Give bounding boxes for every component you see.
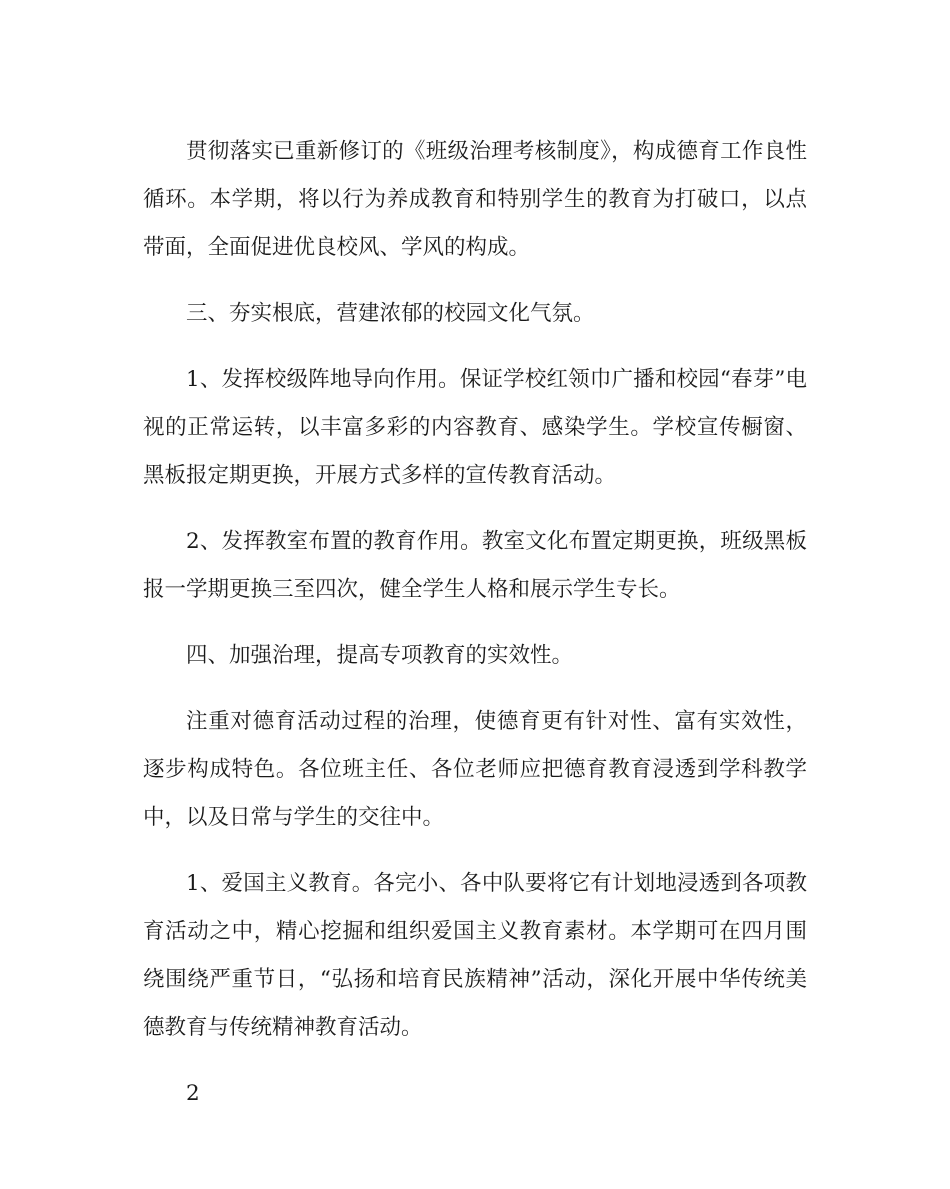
paragraph-class-management: 贯彻落实已重新修订的《班级治理考核制度》，构成德育工作良性循环。本学期，将以行为养成教育和特别学生的教育为打破口，以点带面，全面促进优良校风、学风的构成。 (143, 139, 807, 260)
paragraph-moral-process: 注重对德育活动过程的治理，使德育更有针对性、富有实效性，逐步构成特色。各位班主任、各位老师应把德育教育浸透到学科教学中，以及日常与学生的交往中。 (143, 709, 807, 830)
document-body (143, 128, 807, 1136)
paragraph-classroom-layout: 2、发挥教室布置的教育作用。教室文化布置定期更换，班级黑板报一学期更换三至四次，健全学生人格和展示学生专长。 (143, 529, 807, 602)
page-number: 2 (186, 1081, 200, 1106)
paragraph-school-position: 1、发挥校级阵地导向作用。保证学校红领巾广播和校园“春芽”电视的正常运转，以丰富多彩的内容教育、感染学生。学校宣传橱窗、黑板报定期更换，开展方式多样的宣传教育活动。 (143, 367, 807, 488)
heading-section-four: 四、加强治理，提高专项教育的实效性。 (186, 643, 574, 668)
heading-section-three: 三、夯实根底，营建浓郁的校园文化气氛。 (186, 301, 595, 326)
paragraph-patriotic-education: 1、爱国主义教育。各完小、各中队要将它有计划地浸透到各项教育活动之中，精心挖掘和组织爱国主义教育素材。本学期可在四月围绕围绕严重节日，“弘扬和培育民族精神”活动，深化开展中华传统美德教育与传统精神教育活动。 (143, 871, 807, 1040)
